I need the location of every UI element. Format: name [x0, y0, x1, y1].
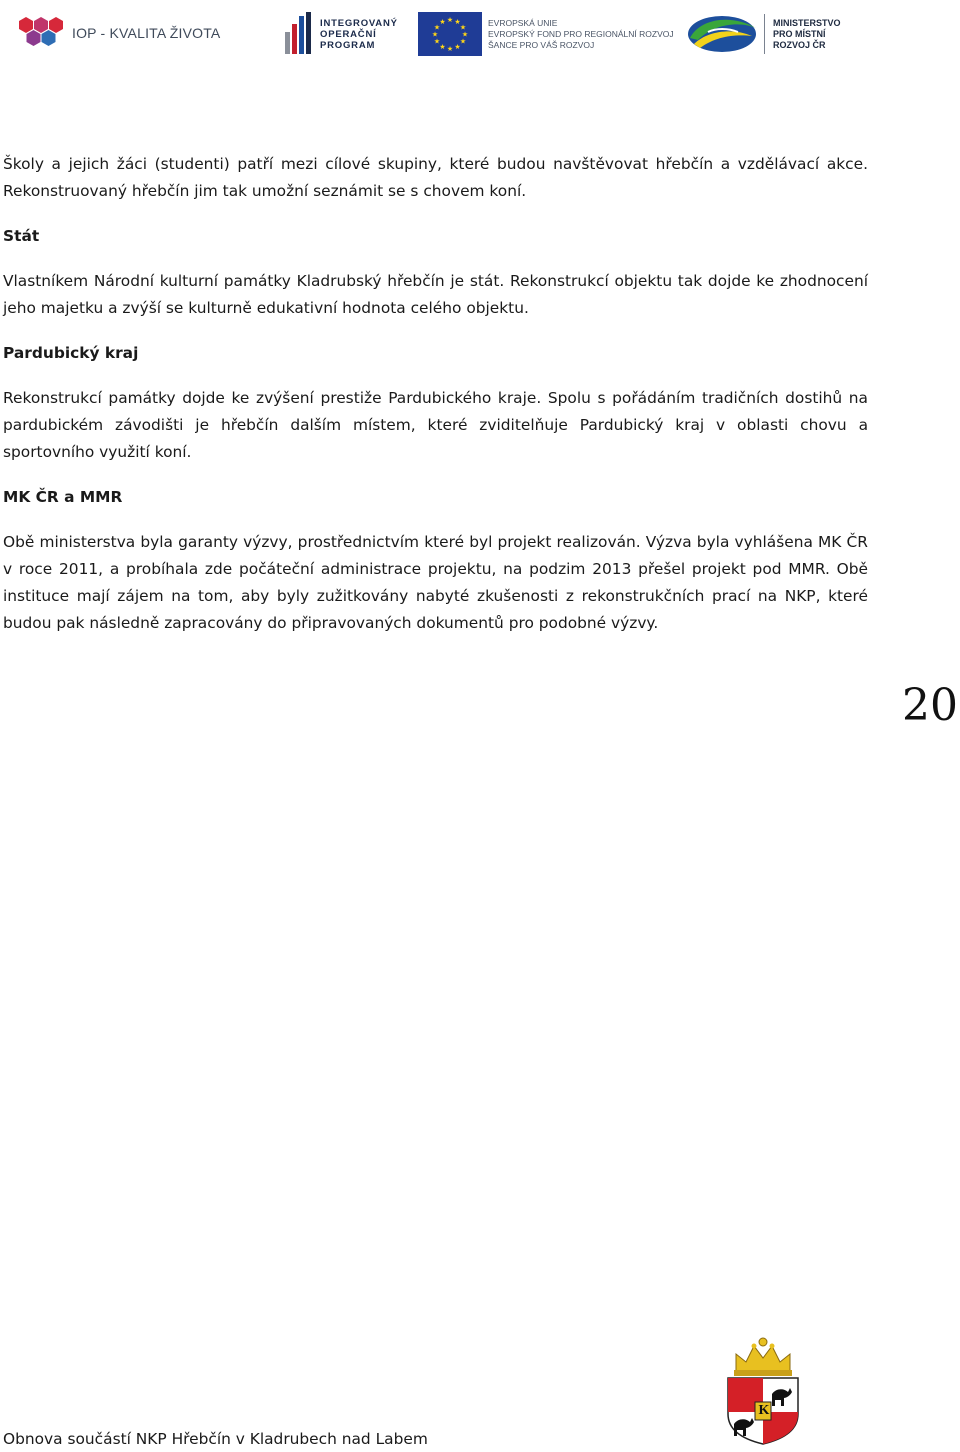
- eu-line-1: EVROPSKÁ UNIE: [488, 17, 558, 28]
- page-header: [0, 0, 960, 70]
- eu-line-2: EVROPSKÝ FOND PRO REGIONÁLNÍ ROZVOJ: [488, 28, 674, 39]
- integrovany-line-2: OPERAČNÍ: [320, 28, 377, 40]
- mmr-line-2: PRO MÍSTNÍ: [773, 28, 826, 39]
- svg-text:★: ★: [439, 18, 446, 26]
- svg-text:★: ★: [459, 23, 467, 32]
- svg-text:★: ★: [439, 43, 446, 51]
- crowned-shield-icon: [722, 1336, 804, 1446]
- svg-text:★: ★: [446, 16, 454, 24]
- iop-logo-text: IOP - KVALITA ŽIVOTA: [72, 25, 221, 41]
- emblem-letter: K: [758, 1403, 770, 1418]
- paragraph-pardubicky-kraj: Rekonstrukcí památky dojde ke zvýšení prestiže Pardubického kraje. Spolu s pořádáním tradičních dostihů na pardubickém závodišti je hřebčín dalším místem, které zviditelňuje Pardubický kraj v oblasti chovu a sportovního využití koní.: [3, 389, 868, 461]
- svg-text:★: ★: [459, 37, 467, 46]
- integrovany-program-logo: [284, 12, 398, 56]
- paragraph-schools: Školy a jejich žáci (studenti) patří mezi cílové skupiny, které budou navštěvovat hřebčín a vzdělávací akce. Rekonstruovaný hřebčín jim tak umožní seznámit se s chovem koní.: [3, 155, 868, 200]
- mmr-line-3: ROZVOJ ČR: [773, 39, 826, 50]
- page-number: 20: [902, 680, 958, 731]
- mmr-line-1: MINISTERSTVO: [773, 17, 841, 28]
- svg-text:★: ★: [431, 30, 439, 39]
- eu-logo: [418, 12, 674, 56]
- footer-project-title: Obnova součástí NKP Hřebčín v Kladrubech nad Labem: [3, 1430, 428, 1448]
- svg-text:★: ★: [454, 18, 461, 26]
- svg-text:★: ★: [454, 43, 461, 51]
- svg-text:★: ★: [461, 30, 469, 39]
- iop-hexagons-icon: [18, 16, 64, 50]
- integrovany-line-1: INTEGROVANÝ: [320, 17, 398, 29]
- eu-line-3: ŠANCE PRO VÁŠ ROZVOJ: [488, 39, 595, 50]
- heading-pardubicky-kraj: Pardubický kraj: [3, 344, 139, 362]
- heading-stat: Stát: [3, 227, 40, 245]
- mmr-swoosh-icon: [686, 12, 758, 56]
- mmr-logo: [686, 12, 841, 56]
- kladruby-emblem: [722, 1336, 804, 1451]
- integrovany-bars-icon: [284, 12, 314, 56]
- integrovany-line-3: PROGRAM: [320, 39, 376, 51]
- svg-text:★: ★: [446, 45, 454, 53]
- paragraph-mk-mmr: Obě ministerstva byla garanty výzvy, prostřednictvím které byl projekt realizován. Výzva byla vyhlášena MK ČR v roce 2011, a probíhala zde počáteční administrace projektu, na podzim 2013 přešel projekt pod MMR. Obě instituce mají zájem na tom, aby byly zužitkovány nabyté zkušenosti z rekonstrukčních prací na NKP, které budou pak následně zapracovány do připravovaných dokumentů pro podobné výzvy.: [3, 533, 868, 632]
- iop-logo: [18, 16, 220, 50]
- heading-mk-mmr: MK ČR a MMR: [3, 488, 123, 506]
- eu-flag-icon: [418, 12, 482, 56]
- svg-text:★: ★: [433, 37, 441, 46]
- mmr-separator: [764, 14, 765, 54]
- paragraph-stat: Vlastníkem Národní kulturní památky Kladrubský hřebčín je stát. Rekonstrukcí objektu tak dojde ke zhodnocení jeho majetku a zvýší se kulturně edukativní hodnota celého objektu.: [3, 272, 868, 317]
- document-body: [3, 151, 868, 655]
- svg-text:★: ★: [433, 23, 441, 32]
